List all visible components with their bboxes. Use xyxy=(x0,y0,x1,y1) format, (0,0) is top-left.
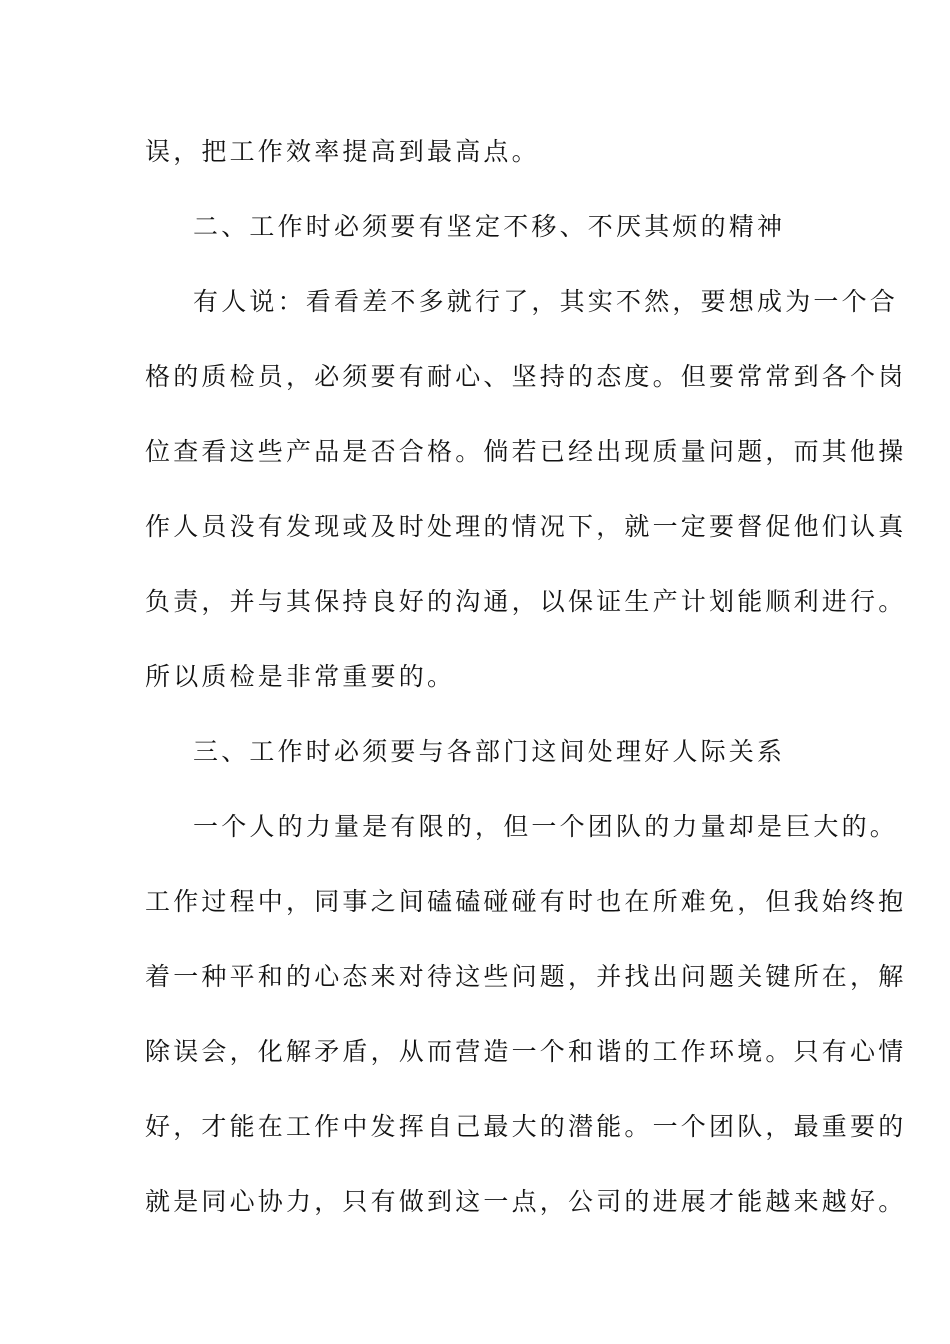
paragraph-line: 工作过程中，同事之间磕磕碰碰有时也在所难免，但我始终抱 xyxy=(145,887,907,916)
paragraph-line: 作人员没有发现或及时处理的情况下，就一定要督促他们认真 xyxy=(145,512,907,541)
paragraph-line: 就是同心协力，只有做到这一点，公司的进展才能越来越好。 xyxy=(145,1187,907,1216)
paragraph-line: 除误会，化解矛盾，从而营造一个和谐的工作环境。只有心情 xyxy=(145,1037,907,1066)
paragraph-line: 一个人的力量是有限的，但一个团队的力量却是巨大的。 xyxy=(193,812,899,841)
paragraph-line: 负责，并与其保持良好的沟通，以保证生产计划能顺利进行。 xyxy=(145,587,907,616)
paragraph-line: 好，才能在工作中发挥自己最大的潜能。一个团队，最重要的 xyxy=(145,1112,907,1141)
section-heading: 三、工作时必须要与各部门这间处理好人际关系 xyxy=(193,737,786,766)
paragraph-line: 所以质检是非常重要的。 xyxy=(145,662,456,691)
paragraph-line: 有人说：看看差不多就行了，其实不然，要想成为一个合 xyxy=(193,287,899,316)
paragraph-line: 误，把工作效率提高到最高点。 xyxy=(145,137,540,166)
paragraph-line: 格的质检员，必须要有耐心、坚持的态度。但要常常到各个岗 xyxy=(145,362,907,391)
paragraph-line: 着一种平和的心态来对待这些问题，并找出问题关键所在，解 xyxy=(145,962,907,991)
section-heading: 二、工作时必须要有坚定不移、不厌其烦的精神 xyxy=(193,212,786,241)
paragraph-line: 位查看这些产品是否合格。倘若已经出现质量问题，而其他操 xyxy=(145,437,907,466)
